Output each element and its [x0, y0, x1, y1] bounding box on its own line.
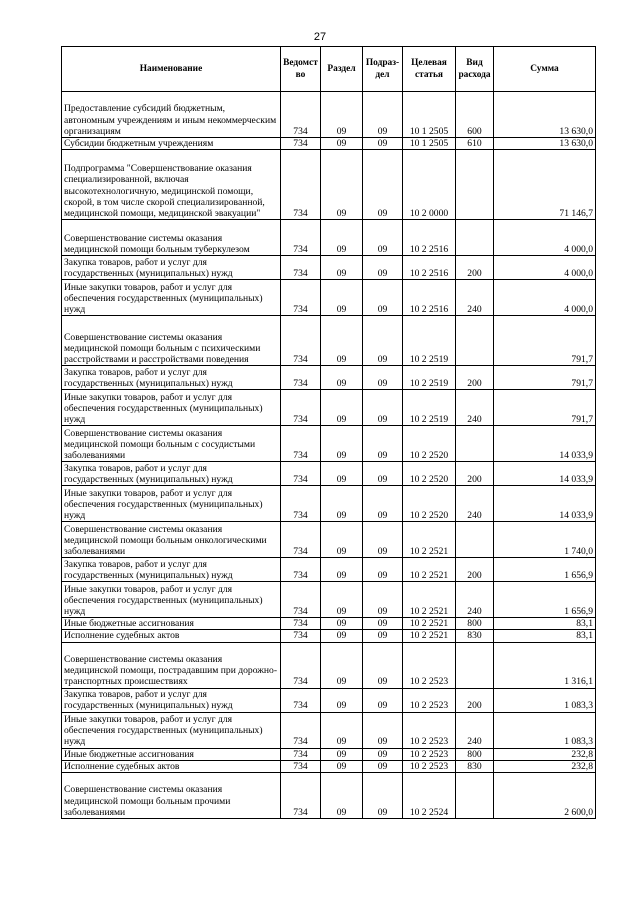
row-expense-type: 240 — [456, 486, 494, 522]
table-row — [62, 630, 596, 642]
row-section: 09 — [321, 688, 363, 712]
row-name: Иные закупки товаров, работ и услуг для обеспечения государственных (муниципальных) нужд — [62, 582, 281, 618]
row-amount: 791,7 — [494, 390, 596, 426]
row-target: 10 2 2516 — [403, 256, 456, 280]
row-dept: 734 — [281, 366, 321, 390]
row-expense-type — [456, 522, 494, 558]
row-amount: 791,7 — [494, 366, 596, 390]
row-amount: 13 630,0 — [494, 92, 596, 138]
row-name: Закупка товаров, работ и услуг для государственных (муниципальных) нужд — [62, 688, 281, 712]
row-amount: 1 656,9 — [494, 582, 596, 618]
row-dept: 734 — [281, 630, 321, 642]
table-row — [62, 558, 596, 582]
row-amount: 2 600,0 — [494, 773, 596, 819]
header-amount: Сумма — [494, 47, 596, 92]
row-section: 09 — [321, 773, 363, 819]
table-row — [62, 366, 596, 390]
row-target: 10 2 2519 — [403, 316, 456, 366]
row-subsection: 09 — [363, 688, 403, 712]
row-name: Иные закупки товаров, работ и услуг для обеспечения государственных (муниципальных) нужд — [62, 280, 281, 316]
table-row — [62, 150, 596, 220]
row-subsection: 09 — [363, 220, 403, 256]
row-target: 10 2 2519 — [403, 366, 456, 390]
row-subsection: 09 — [363, 522, 403, 558]
row-target: 10 2 2516 — [403, 280, 456, 316]
row-subsection: 09 — [363, 760, 403, 772]
row-expense-type: 600 — [456, 92, 494, 138]
row-expense-type: 610 — [456, 138, 494, 150]
row-subsection: 09 — [363, 138, 403, 150]
row-name: Совершенствование системы оказания медицинской помощи больным с психическими расстройствами и расстройствами поведения — [62, 316, 281, 366]
row-name: Иные закупки товаров, работ и услуг для обеспечения государственных (муниципальных) нужд — [62, 712, 281, 748]
row-subsection: 09 — [363, 366, 403, 390]
row-expense-type: 830 — [456, 630, 494, 642]
row-expense-type: 830 — [456, 760, 494, 772]
row-subsection: 09 — [363, 642, 403, 688]
row-name: Совершенствование системы оказания медицинской помощи, пострадавшим при дорожно-транспортных происшествиях — [62, 642, 281, 688]
row-amount: 13 630,0 — [494, 138, 596, 150]
table-row — [62, 462, 596, 486]
row-amount: 232,8 — [494, 760, 596, 772]
row-name: Иные закупки товаров, работ и услуг для обеспечения государственных (муниципальных) нужд — [62, 486, 281, 522]
row-amount: 14 033,9 — [494, 462, 596, 486]
header-target: Целевая статья — [403, 47, 456, 92]
row-subsection: 09 — [363, 150, 403, 220]
row-expense-type: 200 — [456, 462, 494, 486]
row-dept: 734 — [281, 256, 321, 280]
row-section: 09 — [321, 426, 363, 462]
row-subsection: 09 — [363, 712, 403, 748]
row-expense-type — [456, 426, 494, 462]
row-subsection: 09 — [363, 486, 403, 522]
row-subsection: 09 — [363, 256, 403, 280]
row-expense-type: 240 — [456, 582, 494, 618]
row-expense-type: 800 — [456, 748, 494, 760]
row-subsection: 09 — [363, 462, 403, 486]
row-expense-type: 800 — [456, 618, 494, 630]
row-target: 10 2 2521 — [403, 630, 456, 642]
row-subsection: 09 — [363, 773, 403, 819]
row-amount: 14 033,9 — [494, 486, 596, 522]
header-row — [62, 47, 596, 92]
row-amount: 1 656,9 — [494, 558, 596, 582]
row-target: 10 2 2523 — [403, 712, 456, 748]
row-section: 09 — [321, 642, 363, 688]
row-dept: 734 — [281, 582, 321, 618]
row-amount: 232,8 — [494, 748, 596, 760]
row-dept: 734 — [281, 760, 321, 772]
row-amount: 1 740,0 — [494, 522, 596, 558]
row-expense-type: 240 — [456, 390, 494, 426]
row-section: 09 — [321, 618, 363, 630]
row-section: 09 — [321, 522, 363, 558]
row-section: 09 — [321, 256, 363, 280]
row-name: Подпрограмма "Совершенствование оказания специализированной, включая высокотехнологичную, медицинской помощи, скорой, в том числе скорой специализированной, медицинской помощи, медицинской эвакуации" — [62, 150, 281, 220]
row-dept: 734 — [281, 618, 321, 630]
row-target: 10 2 2524 — [403, 773, 456, 819]
row-amount: 1 083,3 — [494, 688, 596, 712]
row-dept: 734 — [281, 773, 321, 819]
row-expense-type — [456, 316, 494, 366]
row-amount: 4 000,0 — [494, 220, 596, 256]
row-section: 09 — [321, 92, 363, 138]
row-dept: 734 — [281, 92, 321, 138]
row-amount: 83,1 — [494, 618, 596, 630]
row-subsection: 09 — [363, 630, 403, 642]
row-target: 10 1 2505 — [403, 92, 456, 138]
row-dept: 734 — [281, 280, 321, 316]
table-row — [62, 92, 596, 138]
row-target: 10 2 2523 — [403, 748, 456, 760]
row-section: 09 — [321, 748, 363, 760]
row-expense-type: 240 — [456, 712, 494, 748]
row-amount: 1 083,3 — [494, 712, 596, 748]
table-row — [62, 316, 596, 366]
row-name: Закупка товаров, работ и услуг для государственных (муниципальных) нужд — [62, 366, 281, 390]
row-expense-type: 200 — [456, 366, 494, 390]
row-subsection: 09 — [363, 618, 403, 630]
row-dept: 734 — [281, 486, 321, 522]
row-name: Предоставление субсидий бюджетным, автономным учреждениям и иным некоммерческим организациям — [62, 92, 281, 138]
row-expense-type — [456, 642, 494, 688]
row-target: 10 2 2516 — [403, 220, 456, 256]
row-target: 10 2 0000 — [403, 150, 456, 220]
table-row — [62, 582, 596, 618]
table-row — [62, 688, 596, 712]
row-target: 10 2 2523 — [403, 642, 456, 688]
row-section: 09 — [321, 220, 363, 256]
row-amount: 4 000,0 — [494, 256, 596, 280]
row-section: 09 — [321, 390, 363, 426]
row-dept: 734 — [281, 462, 321, 486]
row-expense-type — [456, 220, 494, 256]
table-row — [62, 390, 596, 426]
row-section: 09 — [321, 630, 363, 642]
row-subsection: 09 — [363, 390, 403, 426]
row-name: Совершенствование системы оказания медицинской помощи больным с сосудистыми заболеваниями — [62, 426, 281, 462]
row-dept: 734 — [281, 138, 321, 150]
row-name: Закупка товаров, работ и услуг для государственных (муниципальных) нужд — [62, 462, 281, 486]
row-name: Совершенствование системы оказания медицинской помощи больным онкологическими заболеваниями — [62, 522, 281, 558]
row-name: Закупка товаров, работ и услуг для государственных (муниципальных) нужд — [62, 256, 281, 280]
row-dept: 734 — [281, 688, 321, 712]
row-name: Исполнение судебных актов — [62, 760, 281, 772]
row-target: 10 2 2520 — [403, 462, 456, 486]
row-section: 09 — [321, 316, 363, 366]
row-target: 10 2 2520 — [403, 426, 456, 462]
table-row — [62, 280, 596, 316]
row-dept: 734 — [281, 558, 321, 582]
header-expense-type: Вид расхода — [456, 47, 494, 92]
row-target: 10 2 2521 — [403, 582, 456, 618]
row-target: 10 2 2521 — [403, 558, 456, 582]
row-amount: 1 316,1 — [494, 642, 596, 688]
row-expense-type: 240 — [456, 280, 494, 316]
row-amount: 791,7 — [494, 316, 596, 366]
row-dept: 734 — [281, 522, 321, 558]
row-section: 09 — [321, 486, 363, 522]
row-subsection: 09 — [363, 280, 403, 316]
row-section: 09 — [321, 150, 363, 220]
row-dept: 734 — [281, 748, 321, 760]
row-subsection: 09 — [363, 582, 403, 618]
table-row — [62, 138, 596, 150]
row-dept: 734 — [281, 390, 321, 426]
row-target: 10 2 2519 — [403, 390, 456, 426]
row-subsection: 09 — [363, 748, 403, 760]
row-dept: 734 — [281, 426, 321, 462]
row-target: 10 2 2521 — [403, 522, 456, 558]
row-name: Совершенствование системы оказания медицинской помощи больным туберкулезом — [62, 220, 281, 256]
row-subsection: 09 — [363, 92, 403, 138]
table-row — [62, 522, 596, 558]
row-section: 09 — [321, 712, 363, 748]
row-name: Субсидии бюджетным учреждениям — [62, 138, 281, 150]
row-expense-type — [456, 150, 494, 220]
row-subsection: 09 — [363, 558, 403, 582]
row-section: 09 — [321, 138, 363, 150]
row-dept: 734 — [281, 150, 321, 220]
table-row — [62, 426, 596, 462]
table-row — [62, 773, 596, 819]
row-expense-type: 200 — [456, 256, 494, 280]
row-name: Иные бюджетные ассигнования — [62, 618, 281, 630]
row-name: Совершенствование системы оказания медицинской помощи больным прочими заболеваниями — [62, 773, 281, 819]
row-amount: 71 146,7 — [494, 150, 596, 220]
row-name: Иные закупки товаров, работ и услуг для обеспечения государственных (муниципальных) нужд — [62, 390, 281, 426]
row-target: 10 2 2520 — [403, 486, 456, 522]
row-dept: 734 — [281, 316, 321, 366]
row-target: 10 1 2505 — [403, 138, 456, 150]
row-amount: 83,1 — [494, 630, 596, 642]
table-row — [62, 642, 596, 688]
row-section: 09 — [321, 582, 363, 618]
row-name: Исполнение судебных актов — [62, 630, 281, 642]
row-expense-type: 200 — [456, 688, 494, 712]
row-expense-type — [456, 773, 494, 819]
header-section: Раздел — [321, 47, 363, 92]
budget-table — [61, 46, 596, 819]
row-name: Иные бюджетные ассигнования — [62, 748, 281, 760]
table-row — [62, 712, 596, 748]
table-row — [62, 760, 596, 772]
table-row — [62, 486, 596, 522]
row-target: 10 2 2523 — [403, 760, 456, 772]
row-target: 10 2 2523 — [403, 688, 456, 712]
header-dept: Ведомст во — [281, 47, 321, 92]
row-section: 09 — [321, 280, 363, 316]
row-dept: 734 — [281, 642, 321, 688]
row-section: 09 — [321, 558, 363, 582]
page-number: 27 — [313, 31, 327, 43]
table-row — [62, 256, 596, 280]
row-amount: 14 033,9 — [494, 426, 596, 462]
row-section: 09 — [321, 462, 363, 486]
row-target: 10 2 2521 — [403, 618, 456, 630]
header-subsection: Подраз- дел — [363, 47, 403, 92]
table-row — [62, 748, 596, 760]
row-subsection: 09 — [363, 316, 403, 366]
row-dept: 734 — [281, 712, 321, 748]
header-name: Наименование — [62, 47, 281, 92]
row-expense-type: 200 — [456, 558, 494, 582]
row-section: 09 — [321, 760, 363, 772]
row-amount: 4 000,0 — [494, 280, 596, 316]
row-subsection: 09 — [363, 426, 403, 462]
row-dept: 734 — [281, 220, 321, 256]
table-row — [62, 618, 596, 630]
table-row — [62, 220, 596, 256]
row-name: Закупка товаров, работ и услуг для государственных (муниципальных) нужд — [62, 558, 281, 582]
row-section: 09 — [321, 366, 363, 390]
